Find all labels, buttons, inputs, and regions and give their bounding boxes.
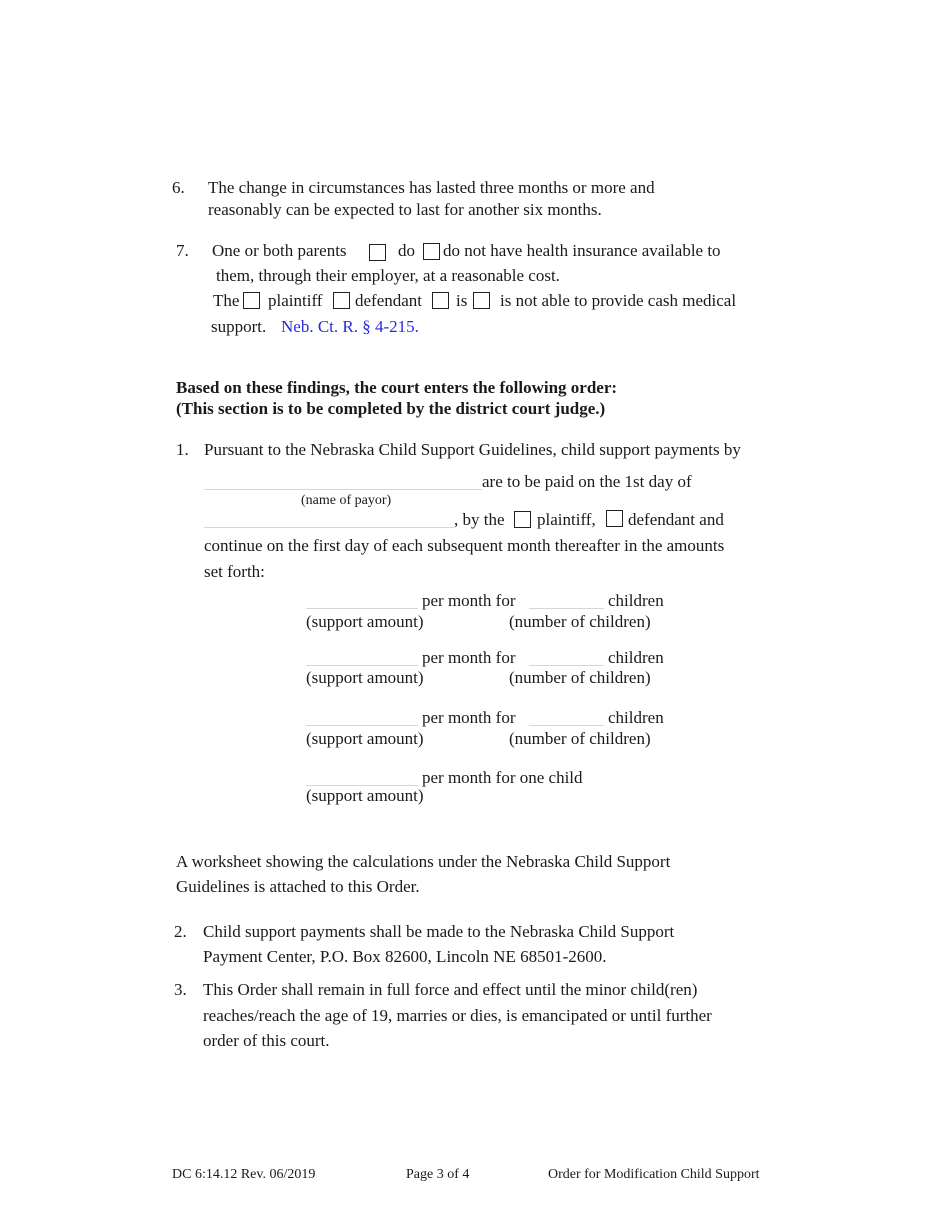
- per-month-text-1: per month for: [422, 591, 516, 610]
- finding-7-line1-a: One or both parents: [212, 241, 347, 260]
- order-1-line5: set forth:: [204, 562, 265, 581]
- cash-medical-plaintiff-checkbox[interactable]: [243, 292, 260, 309]
- finding-7-line1-b: do: [398, 241, 415, 260]
- children-text-1: children: [608, 591, 664, 610]
- neb-ct-rule-link[interactable]: Neb. Ct. R. § 4-215.: [281, 317, 419, 336]
- support-amount-label-2: (support amount): [306, 668, 424, 687]
- worksheet-line1: A worksheet showing the calculations under the Nebraska Child Support: [176, 852, 671, 871]
- order-heading-line2: (This section is to be completed by the district court judge.): [176, 399, 606, 418]
- order-1-line4: continue on the first day of each subsequent month thereafter in the amounts: [204, 536, 725, 555]
- finding-7-line1-c: do not have health insurance available to: [443, 241, 721, 260]
- order-2-number: 2.: [174, 922, 187, 941]
- children-text-3: children: [608, 708, 664, 727]
- finding-7-line3-b: plaintiff: [268, 291, 323, 310]
- finding-7-line2: them, through their employer, at a reasonable cost.: [216, 266, 560, 285]
- finding-7-line3-c: defendant: [355, 291, 423, 310]
- finding-7-number: 7.: [176, 241, 189, 260]
- payor-defendant-checkbox[interactable]: [606, 510, 623, 527]
- finding-7-line3-e: is not able to provide cash medical: [500, 291, 737, 310]
- order-1-line2-after: are to be paid on the 1st day of: [482, 472, 692, 491]
- worksheet-line2: Guidelines is attached to this Order.: [176, 877, 420, 896]
- order-3-line3: order of this court.: [203, 1031, 330, 1050]
- order-1-line3-c: defendant and: [628, 510, 724, 529]
- support-amount-field-3[interactable]: [306, 725, 418, 726]
- order-1-number: 1.: [176, 440, 189, 459]
- number-of-children-field-1[interactable]: [529, 608, 604, 609]
- order-3-number: 3.: [174, 980, 187, 999]
- start-month-field[interactable]: [204, 527, 454, 528]
- number-of-children-label-3: (number of children): [509, 729, 651, 748]
- cash-medical-is-not-checkbox[interactable]: [473, 292, 490, 309]
- order-2-line2: Payment Center, P.O. Box 82600, Lincoln NE 68501-2600.: [203, 947, 607, 966]
- support-amount-field-2[interactable]: [306, 665, 418, 666]
- health-insurance-do-checkbox[interactable]: [369, 244, 386, 261]
- health-insurance-do-not-checkbox[interactable]: [423, 243, 440, 260]
- footer-title: Order for Modification Child Support: [548, 1167, 760, 1182]
- finding-6-line2: reasonably can be expected to last for another six months.: [208, 200, 602, 219]
- finding-7-line3-d: is: [456, 291, 468, 310]
- finding-6-number: 6.: [172, 178, 185, 197]
- payor-name-label: (name of payor): [301, 493, 392, 508]
- order-heading-line1: Based on these findings, the court enters the following order:: [176, 378, 618, 397]
- number-of-children-field-3[interactable]: [529, 725, 604, 726]
- per-month-text-2: per month for: [422, 648, 516, 667]
- footer-form-id: DC 6:14.12 Rev. 06/2019: [172, 1167, 316, 1182]
- number-of-children-label-1: (number of children): [509, 612, 651, 631]
- order-3-line1: This Order shall remain in full force and effect until the minor child(ren): [203, 980, 698, 999]
- finding-6-line1: The change in circumstances has lasted three months or more and: [208, 178, 655, 197]
- children-text-2: children: [608, 648, 664, 667]
- footer-page-number: Page 3 of 4: [406, 1167, 470, 1182]
- number-of-children-label-2: (number of children): [509, 668, 651, 687]
- order-2-line1: Child support payments shall be made to the Nebraska Child Support: [203, 922, 675, 941]
- number-of-children-field-2[interactable]: [529, 665, 604, 666]
- order-3-line2: reaches/reach the age of 19, marries or dies, is emancipated or until further: [203, 1006, 712, 1025]
- support-amount-field-1[interactable]: [306, 608, 418, 609]
- order-1-line3-a: , by the: [454, 510, 505, 529]
- support-amount-label-1: (support amount): [306, 612, 424, 631]
- per-month-text-3: per month for: [422, 708, 516, 727]
- order-1-line3-b: plaintiff,: [537, 510, 596, 529]
- cash-medical-defendant-checkbox[interactable]: [333, 292, 350, 309]
- finding-7-line4-a: support.: [211, 317, 267, 336]
- support-amount-label-one-child: (support amount): [306, 786, 424, 805]
- order-1-line1: Pursuant to the Nebraska Child Support Guidelines, child support payments by: [204, 440, 741, 459]
- payor-name-field[interactable]: [204, 489, 482, 490]
- per-month-one-child-text: per month for one child: [422, 768, 583, 787]
- support-amount-label-3: (support amount): [306, 729, 424, 748]
- cash-medical-is-checkbox[interactable]: [432, 292, 449, 309]
- finding-7-line3-a: The: [213, 291, 240, 310]
- payor-plaintiff-checkbox[interactable]: [514, 511, 531, 528]
